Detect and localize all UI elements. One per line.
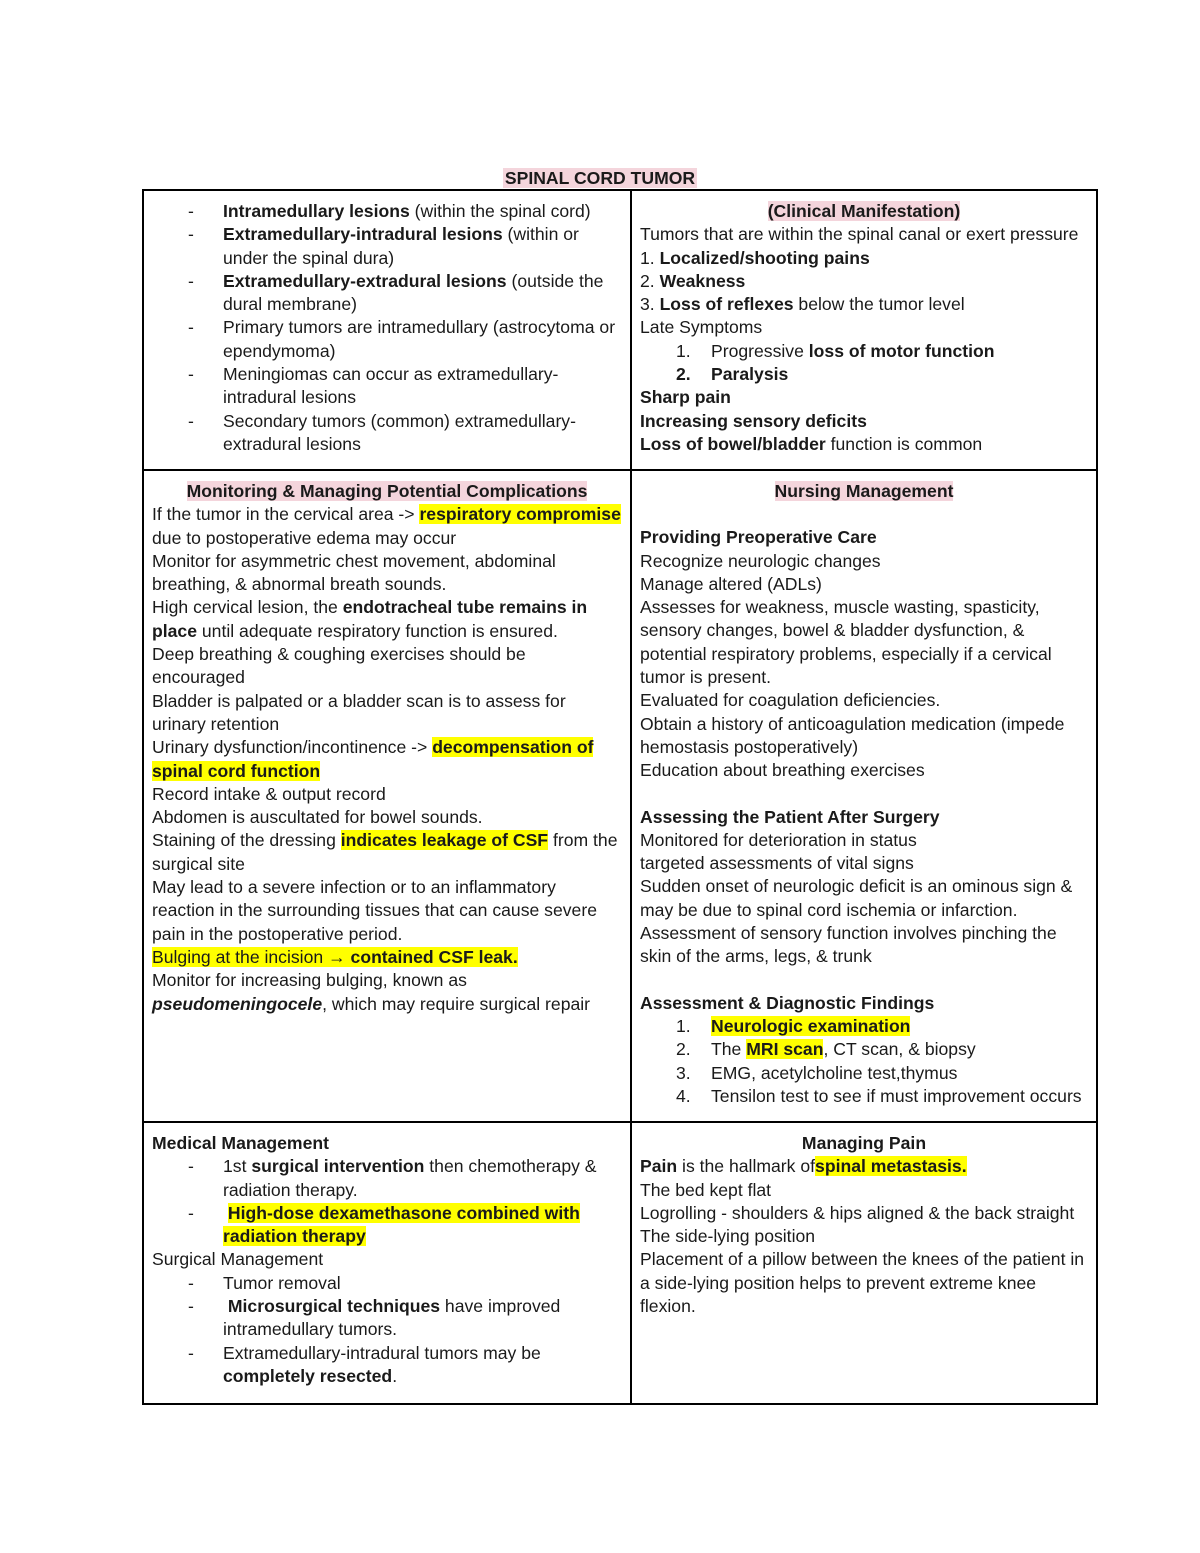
cell-lesion-types [143,190,631,470]
page-title: SPINAL CORD TUMOR [504,168,696,188]
list-item: 3. EMG, acetylcholine test,thymus [676,1062,958,1083]
list-item: - Extramedullary-extradural lesions (outside the dural membrane) [152,270,622,317]
section-header: Nursing Management [774,481,954,501]
list-item: 2. Weakness [640,270,746,291]
lesion-list [152,200,622,456]
list-item: - 1st surgical intervention then chemotherapy & radiation therapy. [152,1155,622,1202]
list-item: - High-dose dexamethasone combined with radiation therapy [152,1202,622,1249]
list-item: - Meningiomas can occur as extramedullary-intradural lesions [152,363,622,410]
section-header: Managing Pain [801,1133,927,1153]
cell-monitoring: Monitoring & Managing Potential Complications If the tumor in the cervical area -> respiratory compromise due to postoperative edema may occur Monitor for asymmetric chest movement, abdominal breathing, & abnormal breath sounds. High cervical lesion, the endotracheal tube remains in place until adequate respiratory function is ensured. Deep breathing & coughing exercises should be encouraged Bladder is palpated or a bladder scan is to assess for urinary retention Urinary dysfunction/incontinence -> decompensation of spinal cord function Record intake & output record Abdomen is auscultated for bowel sounds. Staining of the dressing indicates leakage of CSF from the surgical site May lead to a severe infection or to an inflammatory reaction in the surrounding tissues that can cause severe pain in the postoperative period. Bulging at the incision → contained CSF leak. Monitor for increasing bulging, known as pseudomeningocele, which may require surgical repair [143,470,631,1122]
list-item: - Primary tumors are intramedullary (astrocytoma or ependymoma) [152,316,622,363]
list-item: - Extramedullary-intradural lesions (within or under the spinal dura) [152,223,622,270]
list-item: - Tumor removal [152,1272,622,1295]
diagnostic-list [640,1015,1088,1108]
list-item: 3. Loss of reflexes below the tumor level [640,294,965,315]
list-item: - Intramedullary lesions (within the spinal cord) [152,200,622,223]
cell-clinical-manifestation: (Clinical Manifestation) Tumors that are within the spinal canal or exert pressure 1. Localized/shooting pains 2. Weakness 3. Loss of reflexes below the tumor level Late Symptoms 1. Progressive loss of motor function 2. Paralysis Sharp pain Increasing sensory deficits Loss of bowel/bladder function is common [631,190,1097,470]
list-item: - Microsurgical techniques have improved intramedullary tumors. [152,1295,622,1342]
section-header: Monitoring & Managing Potential Complications [186,481,588,501]
list-item: 1. Progressive loss of motor function [676,340,995,361]
list-item: 1. Neurologic examination [676,1015,911,1036]
notes-table [142,189,1098,1405]
list-item: 1. Localized/shooting pains [640,247,870,268]
cell-nursing-management: Nursing Management Providing Preoperative Care Recognize neurologic changes Manage altered (ADLs) Assesses for weakness, muscle wasting, spasticity, sensory changes, bowel & bladder dysfunction, & potential respiratory problems, especially if a cervical tumor is present. Evaluated for coagulation deficiencies. Obtain a history of anticoagulation medication (impede hemostasis postoperatively) Education about breathing exercises Assessing the Patient After Surgery Monitored for deterioration in status targeted assessments of vital signs Sudden onset of neurologic deficit is an ominous sign & may be due to spinal cord ischemia or infarction. Assessment of sensory function involves pinching the skin of the arms, legs, & trunk Assessment & Diagnostic Findings 1. Neurologic examination 2. The MRI scan, CT scan, & biopsy 3. EMG, acetylcholine test,thymus 4. Tensilon test to see if must improvement occurs [631,470,1097,1122]
late-symptoms-list [640,340,1088,387]
list-item: 4. Tensilon test to see if must improvement occurs [676,1085,1082,1106]
list-item: 2. The MRI scan, CT scan, & biopsy [676,1039,976,1060]
list-item: 2. Paralysis [676,364,789,385]
cell-managing-pain: Managing Pain Pain is the hallmark ofspinal metastasis. The bed kept flat Logrolling - shoulders & hips aligned & the back straight The side-lying position Placement of a pillow between the knees of the patient in a side-lying position helps to prevent extreme knee flexion. [631,1122,1097,1404]
section-header: (Clinical Manifestation) [767,201,961,221]
list-item: - Secondary tumors (common) extramedullary-extradural lesions [152,410,622,457]
list-item: - Extramedullary-intradural tumors may be completely resected. [152,1342,622,1389]
cell-medical-management: Medical Management - 1st surgical intervention then chemotherapy & radiation therapy. - High-dose dexamethasone combined with radiation therapy Surgical Management - Tumor removal - Microsurgical techniques have improved intramedullary tumors. - Extramedullary-intradural tumors may be completely resected. [143,1122,631,1404]
